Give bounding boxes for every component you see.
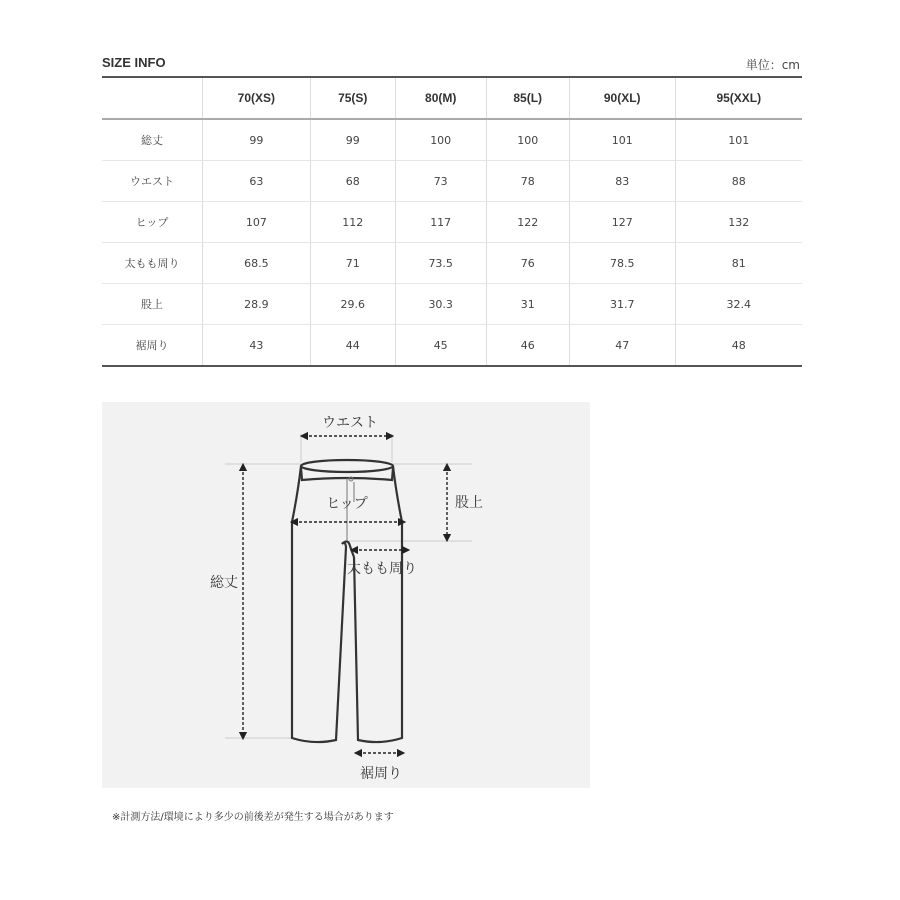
guide-lines: [225, 434, 472, 738]
column-header: 70(XS): [203, 77, 311, 119]
row-label: ヒップ: [102, 202, 203, 243]
table-cell: 88: [675, 161, 802, 202]
table-row: [102, 119, 802, 161]
table-cell: 78: [486, 161, 569, 202]
pants-diagram: [102, 402, 590, 788]
header-row: [102, 77, 802, 119]
table-cell: 46: [486, 325, 569, 367]
table-row: [102, 284, 802, 325]
column-header: 95(XXL): [675, 77, 802, 119]
section-title: SIZE INFO: [102, 55, 166, 70]
column-header: 80(M): [395, 77, 486, 119]
measure-lines: [243, 436, 447, 753]
table-cell: 117: [395, 202, 486, 243]
row-label: 裾周り: [102, 325, 203, 367]
column-header: 75(S): [310, 77, 395, 119]
hem-label: 裾周り: [360, 766, 402, 782]
column-header: [102, 77, 203, 119]
table-cell: 31.7: [569, 284, 675, 325]
table-row: [102, 202, 802, 243]
table-cell: 48: [675, 325, 802, 367]
table-cell: 44: [310, 325, 395, 367]
measurement-note: ※計測方法/環境により多少の前後差が発生する場合があります: [112, 812, 394, 823]
table-cell: 47: [569, 325, 675, 367]
table-cell: 122: [486, 202, 569, 243]
rise-label: 股上: [455, 495, 483, 511]
table-cell: 81: [675, 243, 802, 284]
table-cell: 28.9: [203, 284, 311, 325]
table-cell: 63: [203, 161, 311, 202]
unit-label: 単位：cm: [745, 58, 800, 72]
table-cell: 83: [569, 161, 675, 202]
pants-illustration: [102, 402, 590, 788]
size-table: [102, 76, 802, 367]
table-cell: 30.3: [395, 284, 486, 325]
table-cell: 112: [310, 202, 395, 243]
table-row: [102, 161, 802, 202]
table-cell: 99: [203, 119, 311, 161]
row-label: 太もも周り: [102, 243, 203, 284]
table-cell: 31: [486, 284, 569, 325]
waist-label: ウエスト: [322, 415, 378, 431]
table-cell: 99: [310, 119, 395, 161]
table-cell: 132: [675, 202, 802, 243]
row-label: 総丈: [102, 119, 203, 161]
table-cell: 100: [395, 119, 486, 161]
table-cell: 45: [395, 325, 486, 367]
table-cell: 68.5: [203, 243, 311, 284]
table-cell: 101: [569, 119, 675, 161]
table-cell: 101: [675, 119, 802, 161]
table-cell: 32.4: [675, 284, 802, 325]
column-header: 90(XL): [569, 77, 675, 119]
table-cell: 68: [310, 161, 395, 202]
row-label: ウエスト: [102, 161, 203, 202]
thigh-label: 太もも周り: [347, 561, 417, 577]
table-cell: 78.5: [569, 243, 675, 284]
table-cell: 73: [395, 161, 486, 202]
table-cell: 107: [203, 202, 311, 243]
table-cell: 43: [203, 325, 311, 367]
table-row: [102, 325, 802, 367]
length-label: 総丈: [210, 575, 238, 591]
column-header: 85(L): [486, 77, 569, 119]
table-cell: 73.5: [395, 243, 486, 284]
table-cell: 71: [310, 243, 395, 284]
table-cell: 127: [569, 202, 675, 243]
table-cell: 29.6: [310, 284, 395, 325]
row-label: 股上: [102, 284, 203, 325]
table-cell: 76: [486, 243, 569, 284]
table-cell: 100: [486, 119, 569, 161]
table-row: [102, 243, 802, 284]
hip-label: ヒップ: [326, 496, 368, 512]
